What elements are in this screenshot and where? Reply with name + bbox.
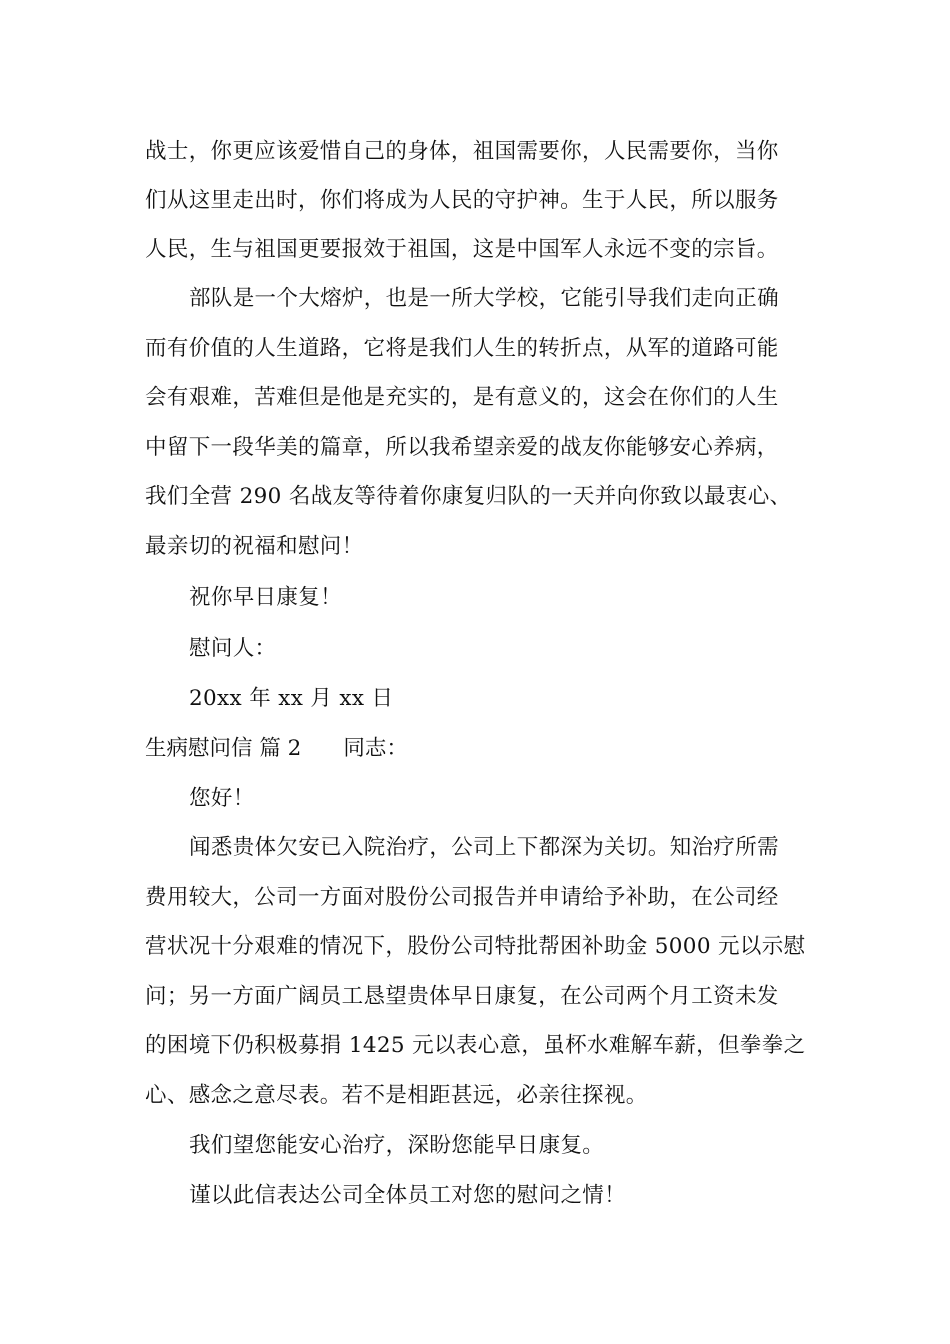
text-line: 费用较大，公司一方面对股份公司报告并申请给予补助，在公司经 [145,885,779,910]
text-line: 营状况十分艰难的情况下，股份公司特批帮困补助金 5000 元以示慰 [145,934,806,959]
text-line: 我们全营 290 名战友等待着你康复归队的一天并向你致以最衷心、 [145,484,792,509]
salutation: 同志： [343,736,408,761]
section-heading-row [145,734,408,764]
text-line: 们从这里走出时，你们将成为人民的守护神。生于人民，所以服务 [145,188,779,213]
closing-wish: 祝你早日康复！ [189,585,342,610]
text-line: 而有价值的人生道路，它将是我们人生的转折点，从军的道路可能 [145,336,779,361]
greeting: 您好！ [189,786,255,811]
text-line: 会有艰难，苦难但是他是充实的，是有意义的，这会在你们的人生 [145,385,779,410]
text-line: 人民，生与祖国更要报效于祖国，这是中国军人永远不变的宗旨。 [145,237,779,262]
letter-date: 20xx 年 xx 月 xx 日 [189,686,394,711]
text-line: 战士，你更应该爱惜自己的身体，祖国需要你，人民需要你，当你 [145,139,779,164]
text-line: 问；另一方面广阔员工恳望贵体早日康复，在公司两个月工资未发 [145,984,779,1009]
text-line: 最亲切的祝福和慰问！ [145,534,364,559]
paragraph-start: 我们望您能安心治疗，深盼您能早日康复。 [189,1133,605,1158]
closing-line: 谨以此信表达公司全体员工对您的慰问之情！ [189,1183,627,1208]
paragraph-start: 闻悉贵体欠安已入院治疗，公司上下都深为关切。知治疗所需 [189,835,779,860]
text-line: 的困境下仍积极募捐 1425 元以表心意，虽杯水难解车薪，但拳拳之 [145,1033,806,1058]
text-line: 心、感念之意尽表。若不是相距甚远，必亲往探视。 [145,1083,648,1108]
text-line: 中留下一段华美的篇章，所以我希望亲爱的战友你能够安心养病， [145,435,779,460]
signature-label: 慰问人： [189,636,277,661]
paragraph-start: 部队是一个大熔炉，也是一所大学校，它能引导我们走向正确 [189,286,779,311]
section-title: 生病慰问信 篇 2 [145,736,302,761]
